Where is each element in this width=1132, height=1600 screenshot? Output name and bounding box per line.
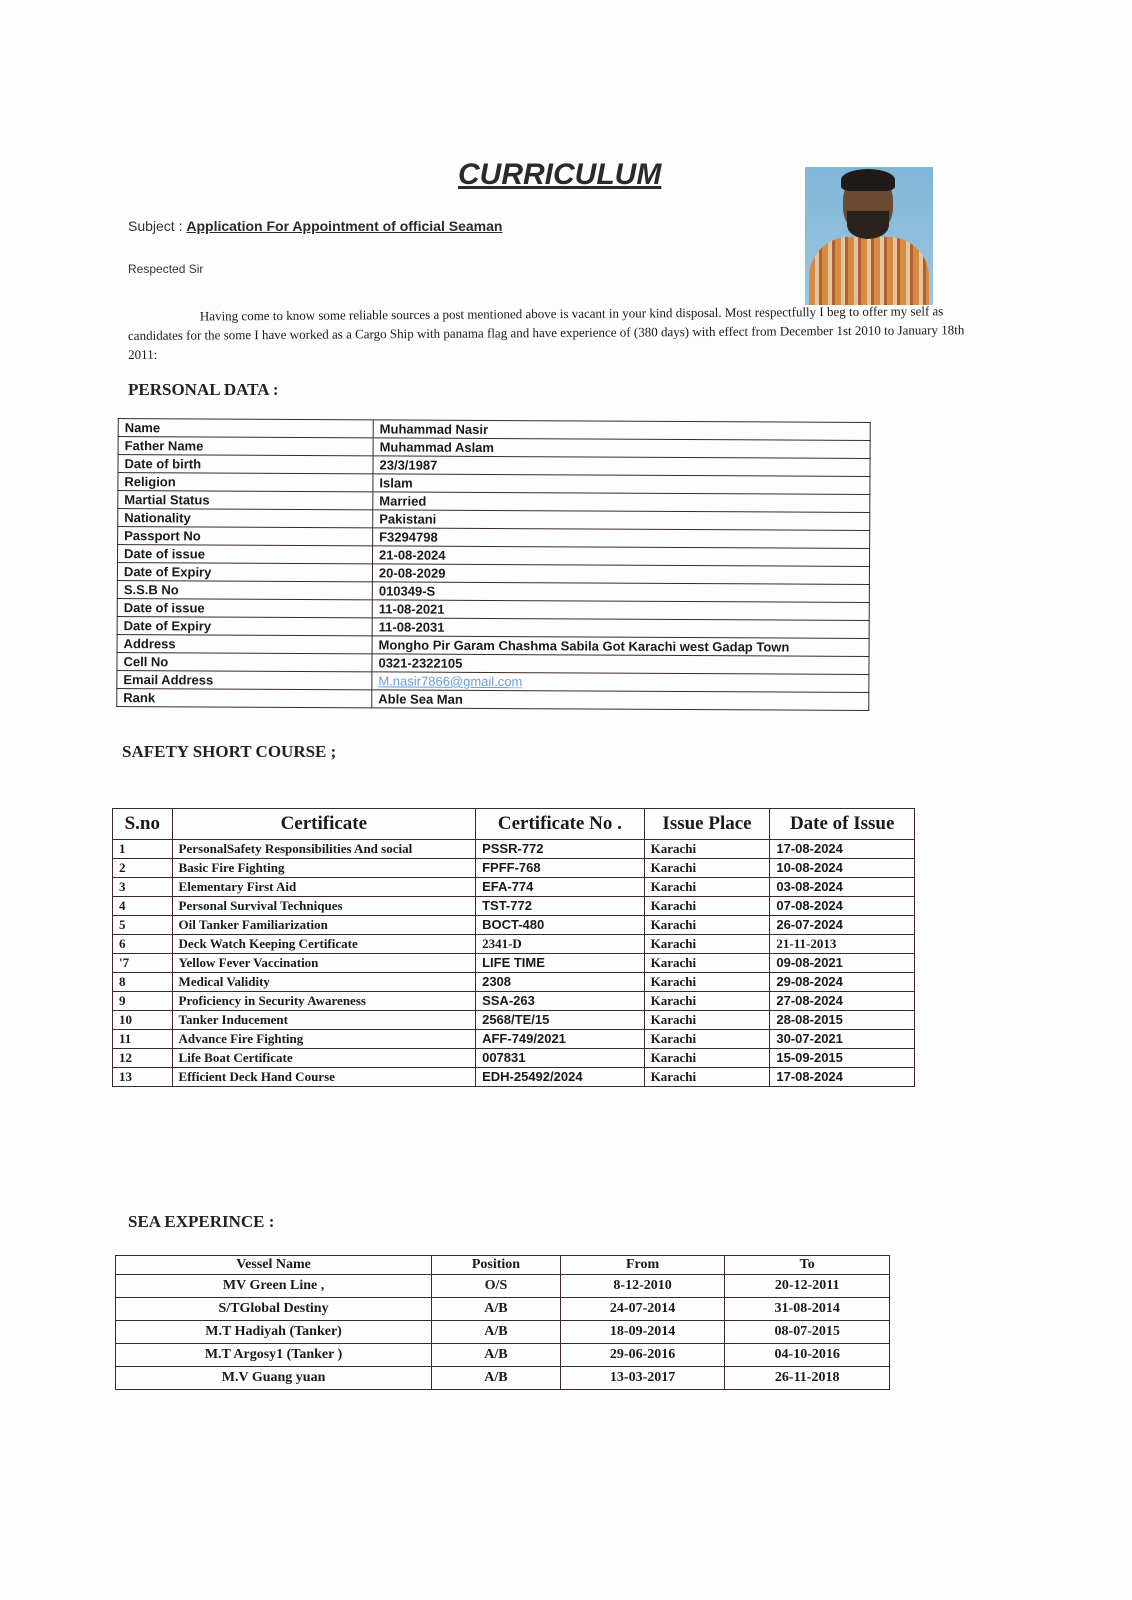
issue-date: 17-08-2024 (770, 1068, 915, 1087)
issue-place: Karachi (644, 1049, 770, 1068)
certificate-no: TST-772 (476, 897, 645, 916)
certificate-name: Advance Fire Fighting (172, 1030, 476, 1049)
subject-text: Application For Appointment of official Seaman (186, 218, 503, 234)
field-value: Muhammad Aslam (373, 438, 870, 459)
field-label: Date of Expiry (117, 617, 372, 636)
table-row (113, 897, 915, 916)
greeting: Respected Sir (128, 262, 204, 276)
table-row (116, 1367, 890, 1390)
subject-line (128, 218, 502, 234)
column-header: Date of Issue (770, 809, 915, 840)
certificate-no: LIFE TIME (476, 954, 645, 973)
issue-place: Karachi (644, 1030, 770, 1049)
field-label: Father Name (118, 437, 373, 456)
serial-no: 1 (113, 840, 173, 859)
field-value: Muhammad Nasir (373, 420, 870, 441)
intro-text: Having come to know some reliable sources a post mentioned above is vacant in your kind disposal. Most respectfully I beg to offer my self as candidates for the some I have worked as a Cargo Ship with panama flag and have experience of (380 days) with effect from December 1st 2010 to January 18th 2011: (127, 303, 965, 363)
table-row (116, 1298, 890, 1321)
field-value: 0321-2322105 (372, 654, 869, 675)
issue-place: Karachi (644, 1068, 770, 1087)
position: A/B (432, 1344, 561, 1367)
position: O/S (432, 1275, 561, 1298)
issue-place: Karachi (644, 992, 770, 1011)
to-date: 08-07-2015 (725, 1321, 890, 1344)
serial-no: 6 (113, 935, 173, 954)
to-date: 26-11-2018 (725, 1367, 890, 1390)
field-value: 21-08-2024 (373, 546, 870, 567)
certificate-name: Proficiency in Security Awareness (172, 992, 476, 1011)
table-row (113, 840, 915, 859)
issue-date: 28-08-2015 (770, 1011, 915, 1030)
column-header: Certificate (172, 809, 476, 840)
table-row (113, 954, 915, 973)
certificate-no: EDH-25492/2024 (476, 1068, 645, 1087)
field-value: 23/3/1987 (373, 456, 870, 477)
serial-no: 8 (113, 973, 173, 992)
table-row (113, 916, 915, 935)
column-header: To (725, 1256, 890, 1275)
certificate-no: 007831 (476, 1049, 645, 1068)
serial-no: 9 (113, 992, 173, 1011)
certificate-no: 2308 (476, 973, 645, 992)
table-row (113, 1049, 915, 1068)
table-row (113, 1011, 915, 1030)
issue-place: Karachi (644, 1011, 770, 1030)
position: A/B (432, 1367, 561, 1390)
field-label: Date of issue (118, 545, 373, 564)
vessel-name: MV Green Line , (116, 1275, 432, 1298)
issue-place: Karachi (644, 859, 770, 878)
column-header: Position (432, 1256, 561, 1275)
certificate-name: Basic Fire Fighting (172, 859, 476, 878)
table-row (113, 1068, 915, 1087)
serial-no: 3 (113, 878, 173, 897)
to-date: 31-08-2014 (725, 1298, 890, 1321)
field-value: 11-08-2021 (372, 600, 869, 621)
field-label: Date of Expiry (117, 563, 372, 582)
issue-date: 27-08-2024 (770, 992, 915, 1011)
subject-label: Subject : (128, 218, 183, 234)
serial-no: 13 (113, 1068, 173, 1087)
field-label: Cell No (117, 653, 372, 672)
certificate-name: Tanker Inducement (172, 1011, 476, 1030)
issue-place: Karachi (644, 973, 770, 992)
sea-experience-table (115, 1255, 890, 1390)
field-value: Islam (373, 474, 870, 495)
certificate-no: 2568/TE/15 (476, 1011, 645, 1030)
issue-date: 26-07-2024 (770, 916, 915, 935)
field-value: Mongho Pir Garam Chashma Sabila Got Karachi west Gadap Town (372, 636, 869, 657)
to-date: 04-10-2016 (725, 1344, 890, 1367)
field-label: Name (118, 419, 373, 438)
from-date: 29-06-2016 (560, 1344, 725, 1367)
issue-date: 17-08-2024 (770, 840, 915, 859)
table-row (113, 878, 915, 897)
serial-no: 5 (113, 916, 173, 935)
issue-date: 15-09-2015 (770, 1049, 915, 1068)
issue-place: Karachi (644, 878, 770, 897)
field-value: Pakistani (373, 510, 870, 531)
issue-date: 10-08-2024 (770, 859, 915, 878)
field-label: Martial Status (118, 491, 373, 510)
certificate-name: Personal Survival Techniques (172, 897, 476, 916)
field-value: F3294798 (373, 528, 870, 549)
table-row (116, 1275, 890, 1298)
intro-paragraph (128, 301, 988, 364)
issue-date: 03-08-2024 (770, 878, 915, 897)
field-label: Passport No (118, 527, 373, 546)
safety-course-table (112, 808, 915, 1087)
column-header: S.no (113, 809, 173, 840)
serial-no: 2 (113, 859, 173, 878)
issue-place: Karachi (644, 954, 770, 973)
table-row (113, 859, 915, 878)
field-label: Address (117, 635, 372, 654)
field-label: Rank (117, 689, 372, 708)
from-date: 18-09-2014 (560, 1321, 725, 1344)
vessel-name: M.T Hadiyah (Tanker) (116, 1321, 432, 1344)
document-title: CURRICULUM (458, 158, 662, 191)
certificate-name: Efficient Deck Hand Course (172, 1068, 476, 1087)
column-header: Certificate No . (476, 809, 645, 840)
sea-experience-heading: SEA EXPERINCE : (128, 1212, 275, 1231)
column-header: Issue Place (644, 809, 770, 840)
field-value: M.nasir7866@gmail.com (372, 672, 869, 693)
issue-date: 29-08-2024 (770, 973, 915, 992)
table-row (116, 1344, 890, 1367)
certificate-name: Oil Tanker Familiarization (172, 916, 476, 935)
field-value: 010349-S (372, 582, 869, 603)
issue-date: 07-08-2024 (770, 897, 915, 916)
serial-no: 11 (113, 1030, 173, 1049)
position: A/B (432, 1321, 561, 1344)
field-value: Able Sea Man (372, 690, 869, 711)
vessel-name: M.T Argosy1 (Tanker ) (116, 1344, 432, 1367)
from-date: 24-07-2014 (560, 1298, 725, 1321)
field-label: Nationality (118, 509, 373, 528)
certificate-name: Deck Watch Keeping Certificate (172, 935, 476, 954)
column-header: Vessel Name (116, 1256, 432, 1275)
certificate-no: PSSR-772 (476, 840, 645, 859)
table-row (113, 935, 915, 954)
table-row (113, 1030, 915, 1049)
issue-place: Karachi (644, 840, 770, 859)
table-row (113, 992, 915, 1011)
table-row (116, 1321, 890, 1344)
issue-place: Karachi (644, 897, 770, 916)
personal-data-table (116, 418, 871, 711)
field-label: Religion (118, 473, 373, 492)
issue-place: Karachi (644, 916, 770, 935)
field-value: 11-08-2031 (372, 618, 869, 639)
safety-course-heading: SAFETY SHORT COURSE ; (122, 742, 337, 761)
serial-no: 4 (113, 897, 173, 916)
position: A/B (432, 1298, 561, 1321)
certificate-name: Yellow Fever Vaccination (172, 954, 476, 973)
from-date: 8-12-2010 (560, 1275, 725, 1298)
field-label: Date of issue (117, 599, 372, 618)
field-label: S.S.B No (117, 581, 372, 600)
field-label: Email Address (117, 671, 372, 690)
serial-no: 10 (113, 1011, 173, 1030)
issue-date: 09-08-2021 (770, 954, 915, 973)
issue-date: 30-07-2021 (770, 1030, 915, 1049)
certificate-name: Elementary First Aid (172, 878, 476, 897)
certificate-no: FPFF-768 (476, 859, 645, 878)
from-date: 13-03-2017 (560, 1367, 725, 1390)
personal-row (117, 689, 869, 711)
personal-data-heading: PERSONAL DATA : (128, 380, 279, 399)
issue-date: 21-11-2013 (770, 935, 915, 954)
certificate-no: AFF-749/2021 (476, 1030, 645, 1049)
certificate-no: SSA-263 (476, 992, 645, 1011)
table-row (113, 973, 915, 992)
serial-no: 12 (113, 1049, 173, 1068)
certificate-name: Medical Validity (172, 973, 476, 992)
field-value: 20-08-2029 (372, 564, 869, 585)
vessel-name: S/TGlobal Destiny (116, 1298, 432, 1321)
certificate-no: EFA-774 (476, 878, 645, 897)
vessel-name: M.V Guang yuan (116, 1367, 432, 1390)
field-value: Married (373, 492, 870, 513)
certificate-name: PersonalSafety Responsibilities And social (172, 840, 476, 859)
issue-place: Karachi (644, 935, 770, 954)
column-header: From (560, 1256, 725, 1275)
to-date: 20-12-2011 (725, 1275, 890, 1298)
certificate-no: BOCT-480 (476, 916, 645, 935)
serial-no: '7 (113, 954, 173, 973)
applicant-photo (805, 167, 933, 305)
certificate-no: 2341-D (476, 935, 645, 954)
field-label: Date of birth (118, 455, 373, 474)
certificate-name: Life Boat Certificate (172, 1049, 476, 1068)
